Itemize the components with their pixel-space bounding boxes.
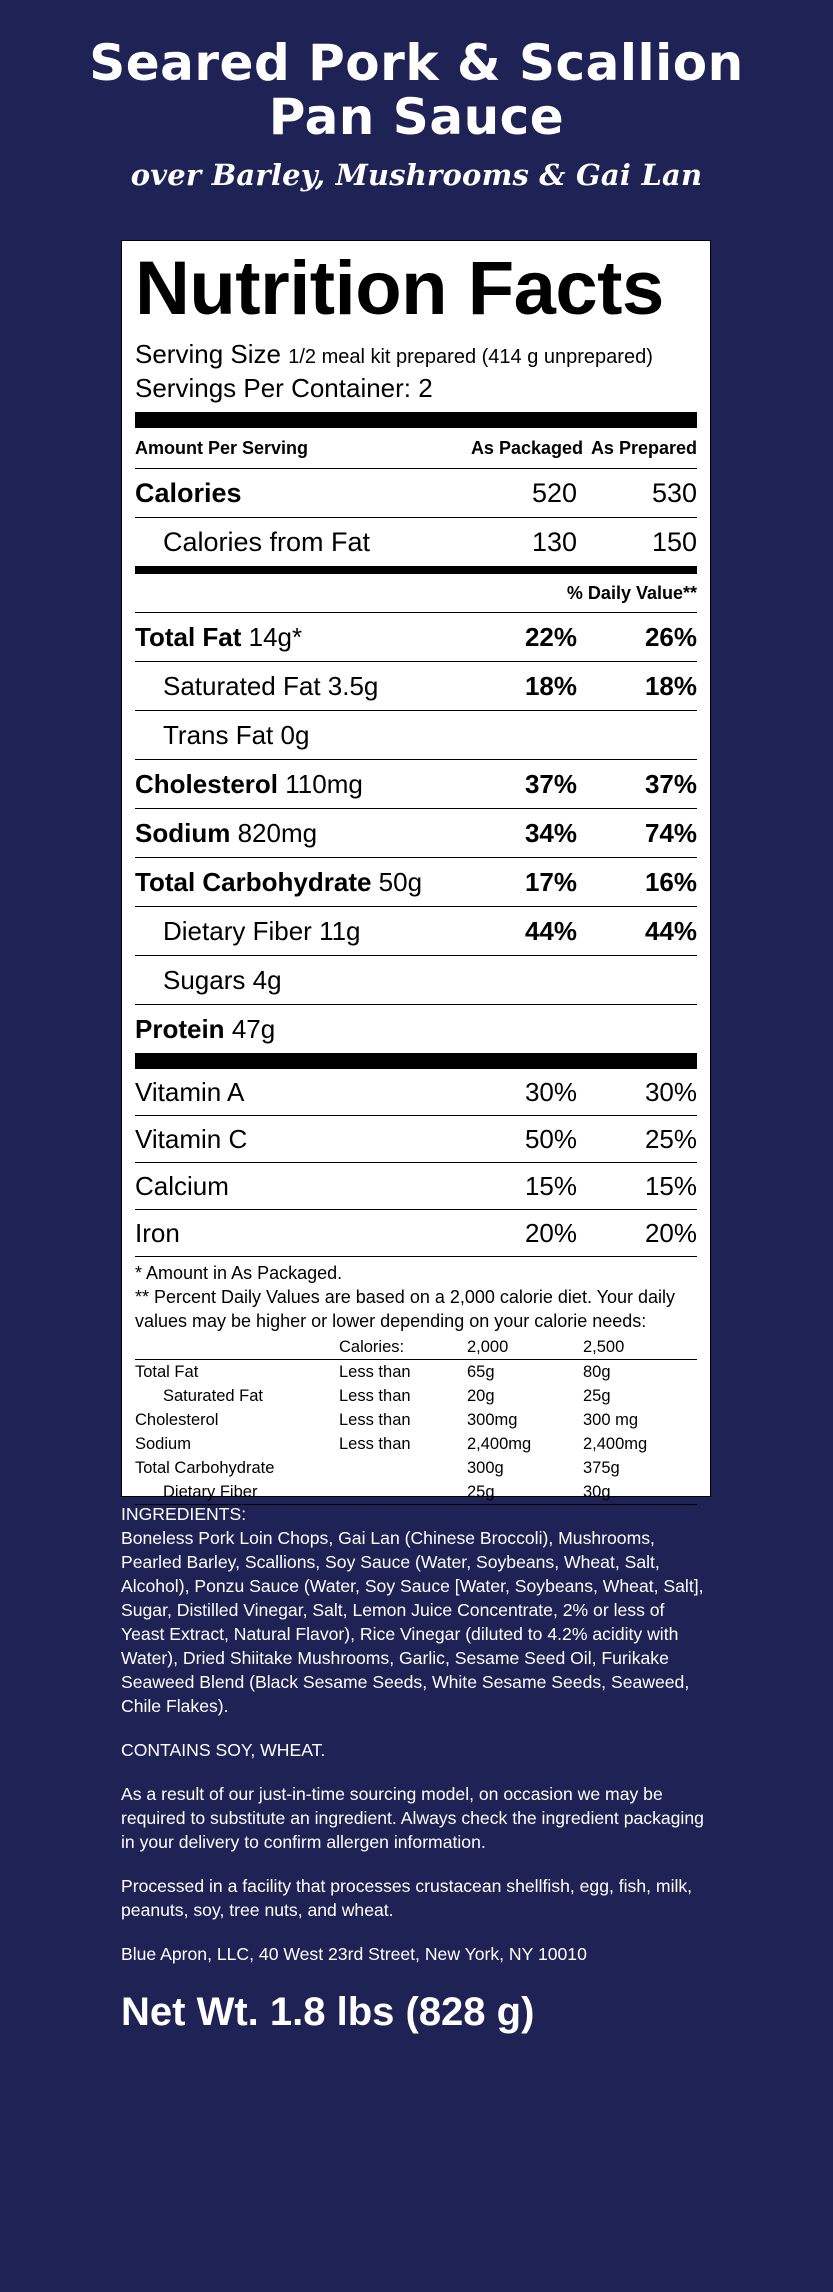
nutrient-label: Protein	[135, 1013, 225, 1044]
reference-table-row	[135, 1432, 697, 1456]
vitamin-packaged: 15%	[524, 1170, 577, 1201]
nutrient-amount: 50g	[378, 866, 423, 897]
ref-cell: 2,400mg	[467, 1435, 532, 1453]
header	[0, 0, 833, 192]
nutrient-row-saturated-fat	[135, 662, 697, 711]
nutrient-amount: 47g	[231, 1013, 276, 1044]
ingredients-label: INGREDIENTS:	[121, 1504, 247, 1524]
ingredients-text: Boneless Pork Loin Chops, Gai Lan (Chinese Broccoli), Mushrooms, Pearled Barley, Scallions, Soy Sauce (Water, Soybeans, Wheat, Salt, Alcohol), Ponzu Sauce (Water, Soy Sauce [Water, Soybeans, Wheat, Salt], Sugar, Distilled Vinegar, Salt, Lemon Juice Concentrate, 2% or less of Yeast Extract, Natural Flavor), Rice Vinegar (diluted to 4.2% acidity with Water), Dried Shiitake Mushrooms, Garlic, Sesame Seed Oil, Furikake Seaweed Blend (Black Sesame Seeds, White Sesame Seeds, Seaweed, Chile Flakes).	[121, 1528, 704, 1716]
nutrient-prepared: 74%	[644, 817, 697, 848]
ref-header-cell: Calories:	[339, 1335, 467, 1360]
divider-thick	[135, 412, 697, 428]
vitamin-packaged: 50%	[524, 1123, 577, 1154]
reference-table-row	[135, 1408, 697, 1432]
serving-size	[135, 339, 697, 372]
ref-cell: 30g	[583, 1480, 697, 1505]
ref-cell: Saturated Fat	[163, 1387, 263, 1405]
vitamin-row-iron	[135, 1210, 697, 1257]
ref-cell: Less than	[339, 1411, 411, 1429]
ref-cell: Total Fat	[135, 1363, 199, 1381]
vitamin-packaged: 30%	[524, 1076, 577, 1107]
nutrient-row-dietary-fiber	[135, 907, 697, 956]
nutrient-label: Sugars	[163, 964, 246, 995]
calories-fat-label: Calories from Fat	[163, 526, 371, 557]
calories-fat-row	[135, 518, 697, 566]
ref-cell: Cholesterol	[135, 1411, 219, 1429]
daily-values-reference-table	[135, 1335, 697, 1505]
column-header-row	[135, 428, 697, 469]
ref-cell	[339, 1456, 467, 1480]
divider-thick	[135, 1053, 697, 1069]
nutrition-facts-heading: Nutrition Facts	[135, 246, 664, 331]
nutrient-amount: 11g	[319, 915, 361, 946]
ref-header-cell	[135, 1335, 339, 1360]
serving-size-value: 1/2 meal kit prepared (414 g unprepared)	[288, 346, 653, 368]
nutrient-packaged: 22%	[524, 621, 577, 652]
reference-table-row	[135, 1384, 697, 1408]
allergen-statement: CONTAINS SOY, WHEAT.	[121, 1740, 326, 1760]
ref-cell: Sodium	[135, 1435, 191, 1453]
calories-label: Calories	[135, 477, 242, 508]
vitamin-label: Iron	[135, 1217, 180, 1248]
vitamin-label: Calcium	[135, 1170, 229, 1201]
ref-cell: 20g	[467, 1387, 495, 1405]
nutrient-label: Dietary Fiber	[163, 915, 312, 946]
nutrient-label: Sodium	[135, 817, 231, 848]
nutrient-amount: 0g	[280, 719, 310, 750]
ref-header-cell: 2,500	[583, 1335, 697, 1360]
footnote-packaged: * Amount in As Packaged.	[135, 1263, 343, 1283]
calories-fat-packaged: 130	[531, 526, 577, 557]
nutrient-amount: 110mg	[285, 768, 363, 799]
nutrient-packaged: 17%	[524, 866, 577, 897]
reference-table-row	[135, 1456, 697, 1480]
vitamin-label: Vitamin C	[135, 1123, 248, 1154]
vitamin-label: Vitamin A	[135, 1076, 245, 1107]
nutrient-row-sodium	[135, 809, 697, 858]
vitamin-prepared: 20%	[644, 1217, 697, 1248]
reference-table-header	[135, 1335, 697, 1360]
vitamin-prepared: 30%	[644, 1076, 697, 1107]
vitamin-prepared: 25%	[644, 1123, 697, 1154]
nutrient-label: Saturated Fat	[163, 670, 321, 701]
nutrient-prepared: 44%	[644, 915, 697, 946]
ref-cell: Less than	[339, 1387, 411, 1405]
vitamin-prepared: 15%	[644, 1170, 697, 1201]
ref-cell: Less than	[339, 1435, 411, 1453]
nutrient-row-sugars	[135, 956, 697, 1005]
nutrient-label: Total Fat	[135, 621, 242, 652]
ref-cell: 375g	[583, 1459, 620, 1477]
nutrient-prepared: 37%	[644, 768, 697, 799]
nutrient-packaged: 37%	[524, 768, 577, 799]
amount-per-serving-label: Amount Per Serving	[135, 437, 309, 458]
nutrient-amount: 820mg	[237, 817, 318, 848]
as-prepared-header: As Prepared	[590, 437, 697, 458]
nutrient-row-cholesterol	[135, 760, 697, 809]
serving-size-label: Serving Size	[135, 339, 281, 369]
net-weight: Net Wt. 1.8 lbs (828 g)	[121, 1990, 535, 2034]
nutrient-row-total-carbohydrate	[135, 858, 697, 907]
recipe-subtitle: over Barley, Mushrooms & Gai Lan	[130, 158, 703, 192]
nutrient-prepared: 26%	[644, 621, 697, 652]
nutrient-amount: 14g*	[248, 621, 303, 652]
ref-cell: 300 mg	[583, 1411, 639, 1429]
product-info	[121, 1502, 711, 1986]
nutrient-row-trans-fat	[135, 711, 697, 760]
footnote-daily-values: ** Percent Daily Values are based on a 2,000 calorie diet. Your daily values may be higher or lower depending on your calorie needs:	[135, 1287, 676, 1331]
ref-cell: 25g	[583, 1387, 611, 1405]
ref-cell	[339, 1480, 467, 1505]
reference-table-row	[135, 1480, 697, 1505]
reference-table-row	[135, 1360, 697, 1385]
recipe-title: Seared Pork & Scallion Pan Sauce	[89, 34, 744, 146]
ref-header-cell: 2,000	[467, 1335, 583, 1360]
vitamin-row-calcium	[135, 1163, 697, 1210]
daily-value-header: % Daily Value**	[135, 574, 697, 613]
divider-medium	[135, 566, 697, 574]
nutrient-packaged: 34%	[524, 817, 577, 848]
nutrient-label: Cholesterol	[135, 768, 279, 799]
nutrient-packaged: 18%	[524, 670, 577, 701]
ref-cell: 2,400mg	[583, 1435, 648, 1453]
company-address: Blue Apron, LLC, 40 West 23rd Street, New York, NY 10010	[121, 1944, 587, 1964]
calories-fat-prepared: 150	[651, 526, 697, 557]
ingredients-block	[121, 1502, 711, 1718]
ref-cell: 300g	[467, 1459, 504, 1477]
nutrition-facts-panel	[121, 240, 711, 1501]
calories-packaged: 520	[531, 477, 577, 508]
nutrient-prepared: 16%	[644, 866, 697, 897]
ref-cell: Dietary Fiber	[135, 1480, 339, 1505]
ref-cell: Total Carbohydrate	[135, 1459, 275, 1477]
nutrient-row-protein	[135, 1005, 697, 1053]
as-packaged-header: As Packaged	[470, 437, 583, 458]
ref-cell: 25g	[467, 1480, 583, 1505]
ref-cell: Less than	[339, 1363, 411, 1381]
facility-note: Processed in a facility that processes crustacean shellfish, egg, fish, milk, peanuts, soy, tree nuts, and wheat.	[121, 1876, 693, 1920]
nutrient-packaged: 44%	[524, 915, 577, 946]
servings-per-container: Servings Per Container: 2	[135, 373, 433, 403]
nutrient-amount: 3.5g	[327, 670, 379, 701]
nutrient-label: Trans Fat	[163, 719, 274, 750]
ref-cell: 65g	[467, 1363, 495, 1381]
vitamin-packaged: 20%	[524, 1217, 577, 1248]
calories-row	[135, 469, 697, 518]
ref-cell: 300mg	[467, 1411, 518, 1429]
nutrient-label: Total Carbohydrate	[135, 866, 372, 897]
ref-cell: 80g	[583, 1363, 611, 1381]
calories-prepared: 530	[651, 477, 697, 508]
vitamin-row-c	[135, 1116, 697, 1163]
nutrient-prepared: 18%	[644, 670, 697, 701]
nutrient-row-total-fat	[135, 613, 697, 662]
vitamin-row-a	[135, 1069, 697, 1116]
sourcing-note: As a result of our just-in-time sourcing model, on occasion we may be required to substitute an ingredient. Always check the ingredient packaging in your delivery to confirm allergen information.	[121, 1784, 704, 1852]
nutrient-amount: 4g	[252, 964, 282, 995]
